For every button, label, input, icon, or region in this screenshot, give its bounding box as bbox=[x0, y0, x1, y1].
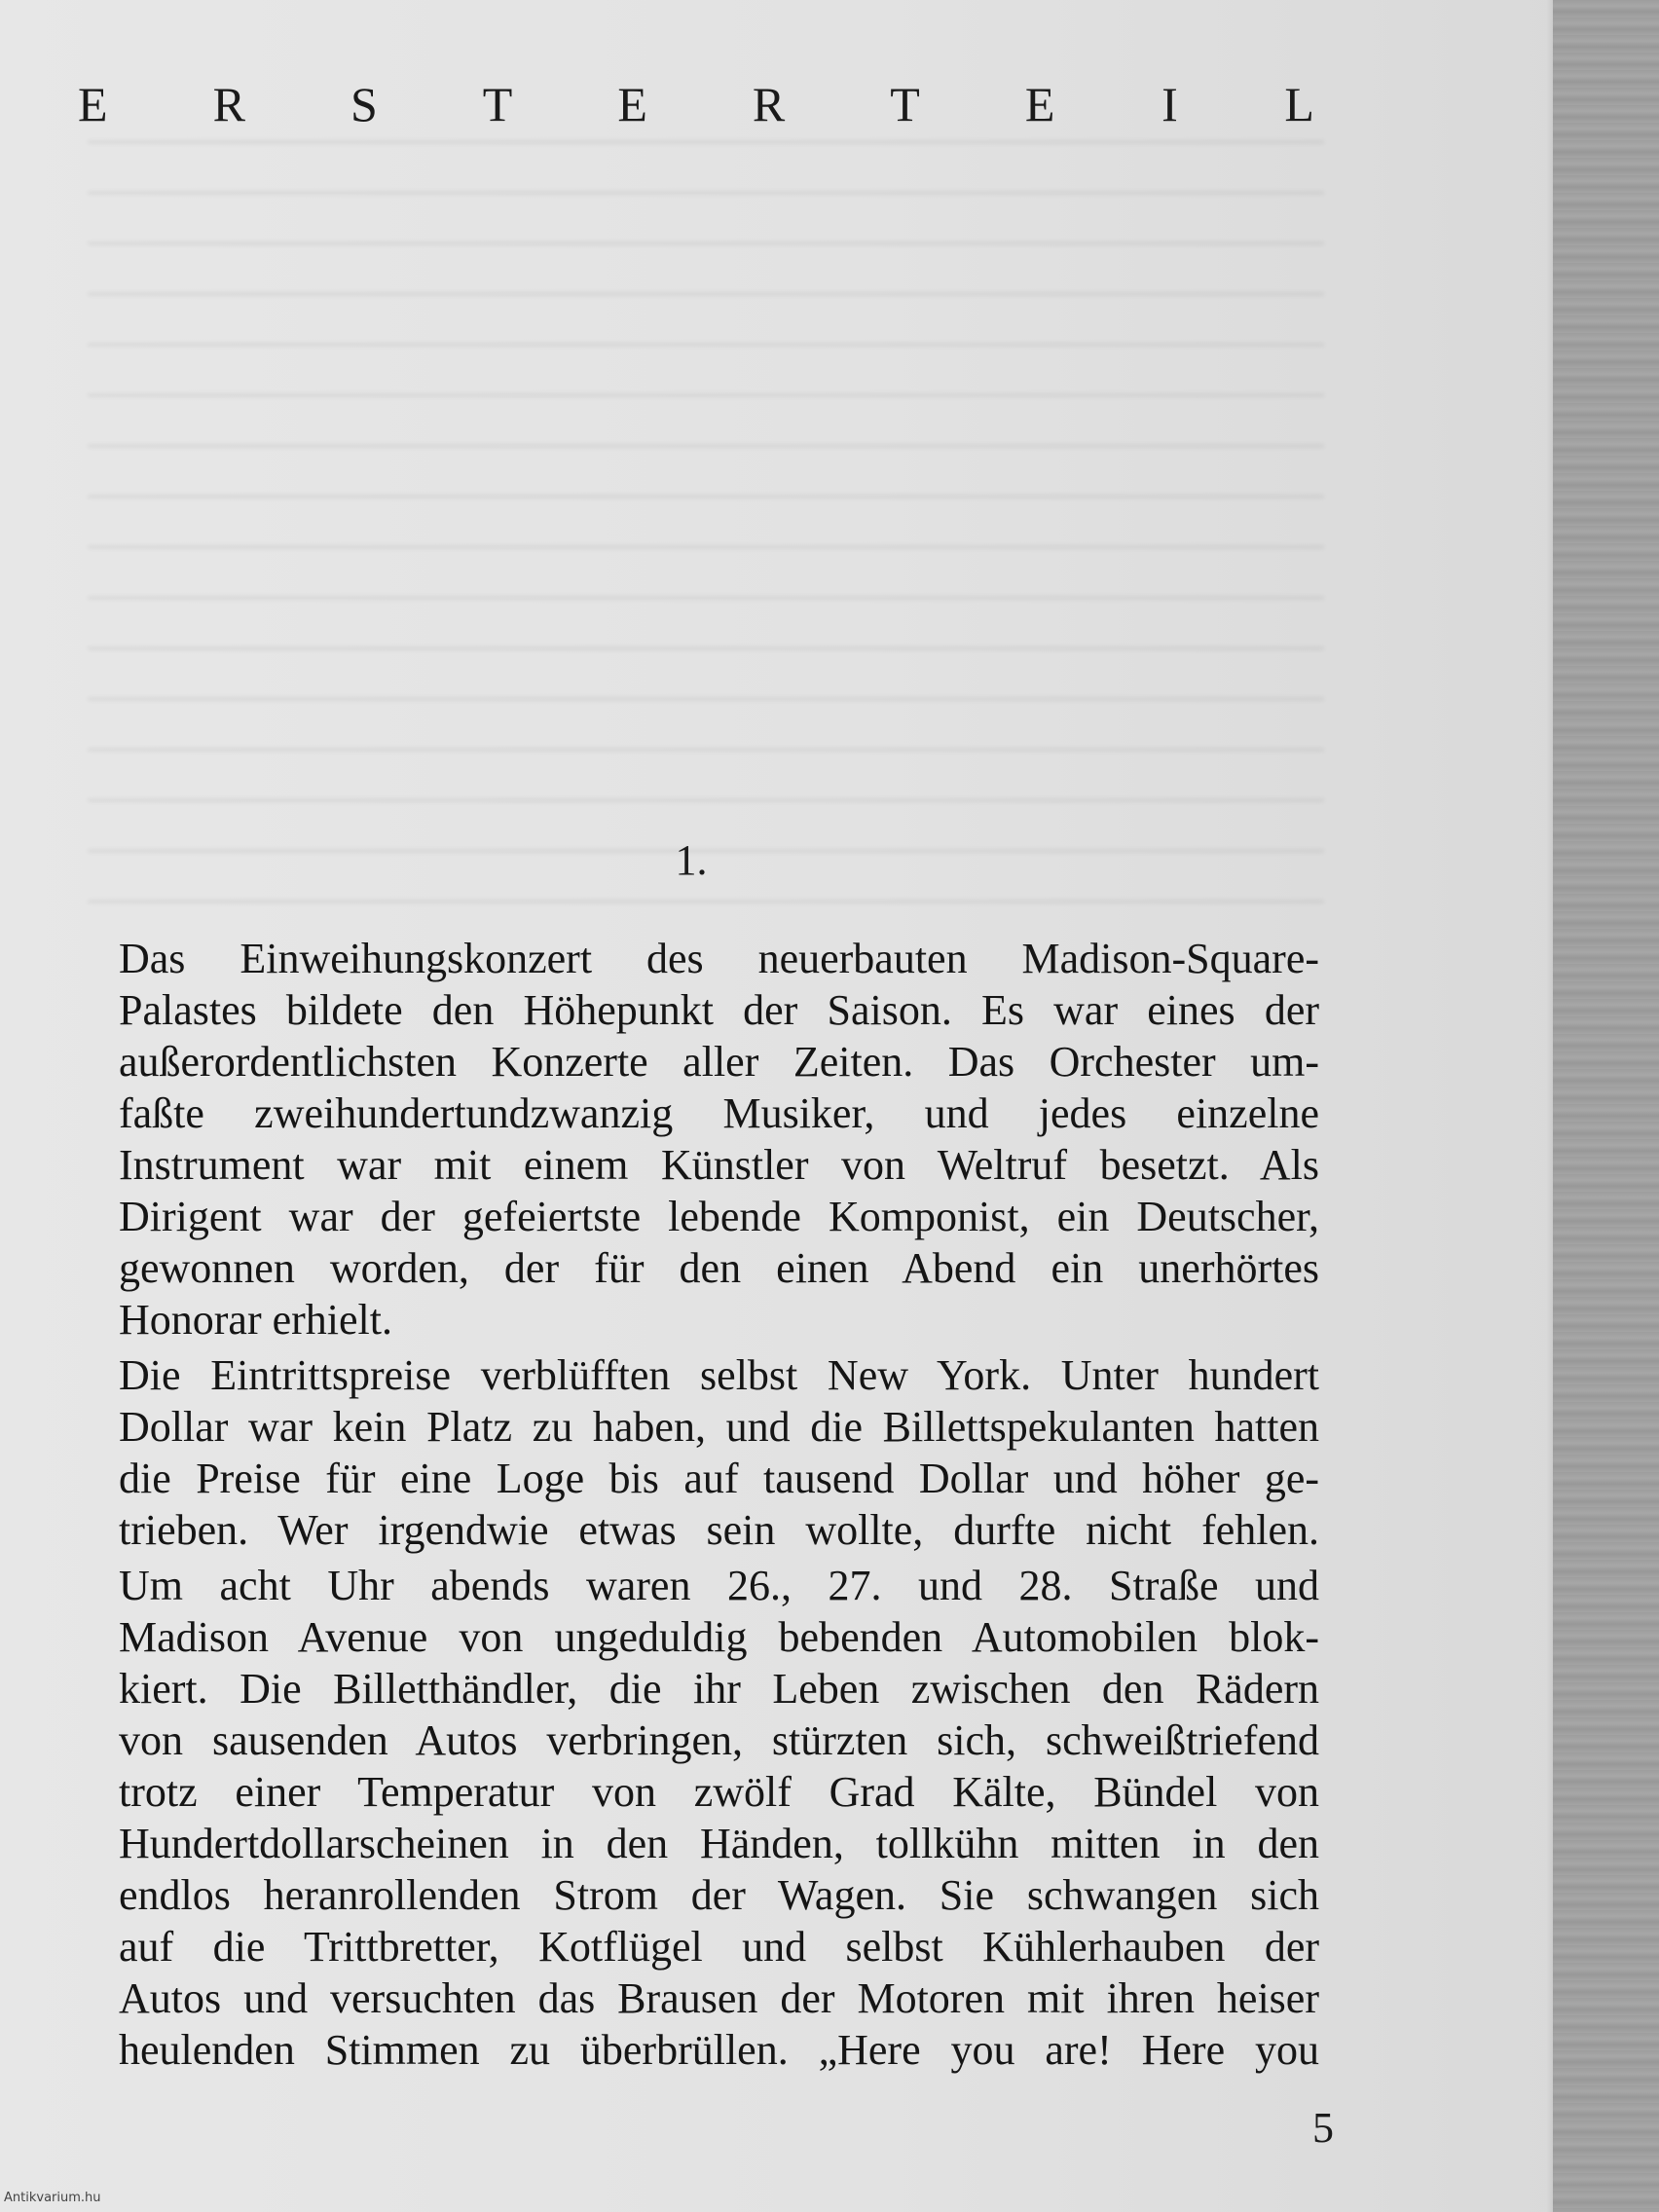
part-title-letter: R bbox=[212, 77, 245, 131]
text-line: Dollar war kein Platz zu haben, und die Billettspekulanten hatten bbox=[119, 1403, 1319, 1451]
text-line: außerordentlichsten Konzerte aller Zeiten. Das Orchester um- bbox=[119, 1038, 1319, 1086]
text-line: kiert. Die Billetthändler, die ihr Leben zwischen den Rädern bbox=[119, 1665, 1319, 1713]
text-line: heulenden Stimmen zu überbrüllen. „Here you are! Here you bbox=[119, 2026, 1319, 2074]
text-line: von sausenden Autos verbringen, stürzten sich, schweißtriefend bbox=[119, 1716, 1319, 1764]
paragraph bbox=[78, 933, 1319, 1346]
part-title-letter: I bbox=[1161, 77, 1178, 131]
text-line: trotz einer Temperatur von zwölf Grad Kälte, Bündel von bbox=[119, 1768, 1319, 1816]
paragraph bbox=[78, 1349, 1319, 1556]
text-line: Instrument war mit einem Künstler von Weltruf besetzt. Als bbox=[119, 1141, 1319, 1189]
text-line: gewonnen worden, der für den einen Abend ein unerhörtes bbox=[119, 1244, 1319, 1292]
text-line: Die Eintrittspreise verblüfften selbst New York. Unter hundert bbox=[119, 1351, 1319, 1399]
part-title bbox=[78, 76, 1314, 132]
watermark: Antikvarium.hu bbox=[4, 2191, 101, 2205]
text-line: trieben. Wer irgendwie etwas sein wollte, durfte nicht fehlen. bbox=[119, 1506, 1319, 1554]
text-line: auf die Trittbretter, Kotflügel und selbst Kühlerhauben der bbox=[119, 1923, 1319, 1971]
part-title-letter: S bbox=[350, 77, 378, 131]
part-title-letter: E bbox=[78, 77, 108, 131]
text-line: Hundertdollarscheinen in den Händen, tollkühn mitten in den bbox=[119, 1820, 1319, 1867]
paragraph bbox=[78, 1560, 1319, 2076]
show-through-text bbox=[88, 107, 1324, 944]
part-title-letter: T bbox=[890, 77, 920, 131]
text-line: Das Einweihungskonzert des neuerbauten Madison-Square- bbox=[119, 935, 1319, 982]
text-line: Madison Avenue von ungeduldig bebenden Automobilen blok- bbox=[119, 1613, 1319, 1661]
part-title-letter: L bbox=[1284, 77, 1314, 131]
text-line: Um acht Uhr abends waren 26., 27. und 28. Straße und bbox=[119, 1562, 1319, 1609]
chapter-number: 1. bbox=[675, 836, 708, 884]
text-line: Dirigent war der gefeiertste lebende Komponist, ein Deutscher, bbox=[119, 1193, 1319, 1240]
text-line: endlos heranrollenden Strom der Wagen. Sie schwangen sich bbox=[119, 1871, 1319, 1919]
text-line: die Preise für eine Loge bis auf tausend Dollar und höher ge- bbox=[119, 1455, 1319, 1502]
part-title-letter: E bbox=[1024, 77, 1055, 131]
part-title-letter: R bbox=[752, 77, 786, 131]
text-line: Autos und versuchten das Brausen der Motoren mit ihren heiser bbox=[119, 1974, 1319, 2022]
part-title-letter: E bbox=[617, 77, 647, 131]
text-line: Palastes bildete den Höhepunkt der Saison. Es war eines der bbox=[119, 986, 1319, 1034]
part-title-letter: T bbox=[482, 77, 513, 131]
text-line: faßte zweihundertundzwanzig Musiker, und jedes einzelne bbox=[119, 1089, 1319, 1137]
body-text bbox=[78, 933, 1319, 2080]
page-number: 5 bbox=[1312, 2104, 1334, 2152]
stacked-page-edges bbox=[1553, 0, 1659, 2212]
text-line: Honorar erhielt. bbox=[119, 1296, 392, 1344]
